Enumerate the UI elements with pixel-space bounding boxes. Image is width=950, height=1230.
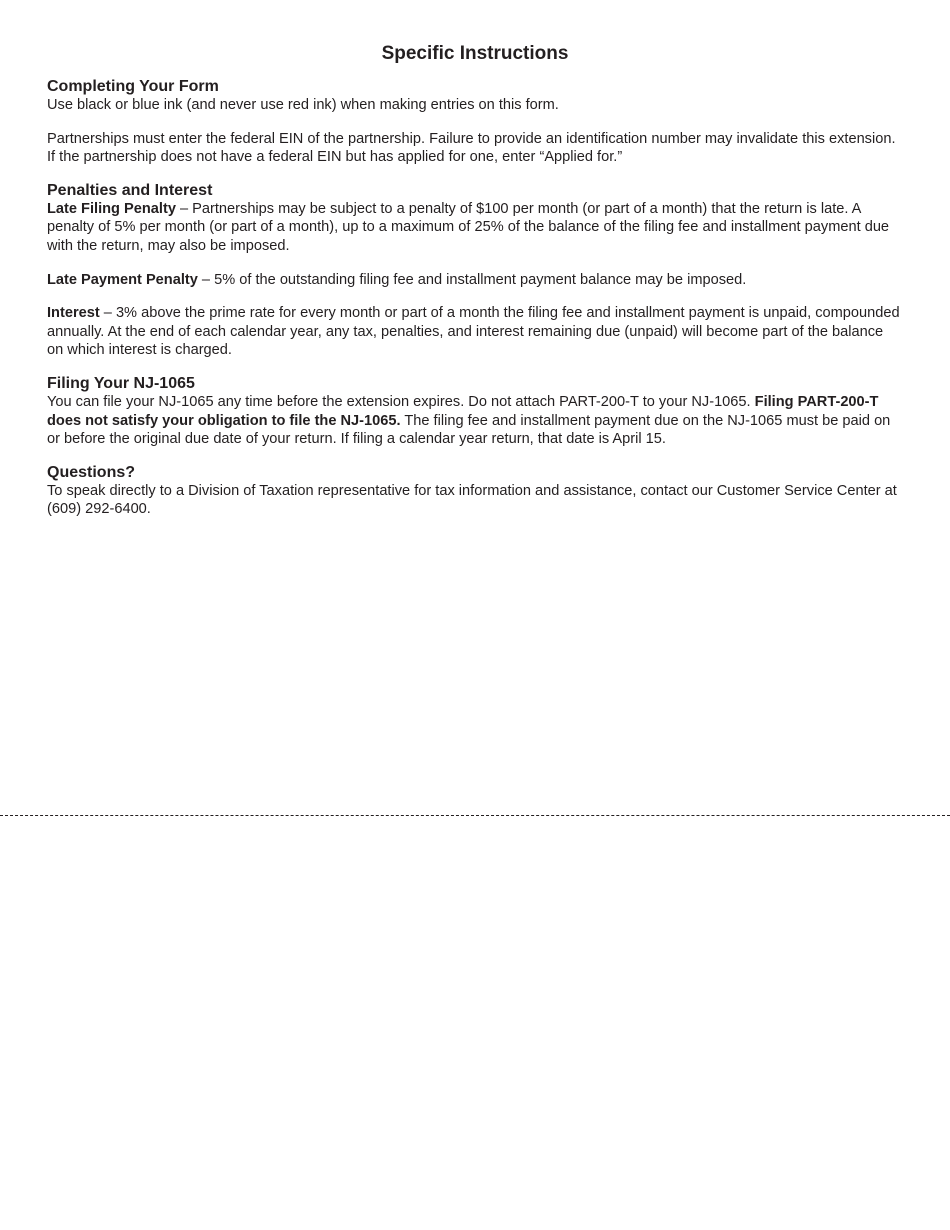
page-title: Specific Instructions [381, 43, 569, 64]
questions-heading: Questions? [47, 463, 136, 481]
filing-paragraph [47, 393, 903, 449]
interest-term: Interest [47, 305, 100, 322]
ink-instruction: Use black or blue ink (and never use red ink) when making entries on this form. [47, 97, 559, 113]
late-payment-text: – 5% of the outstanding filing fee and installment payment balance may be imposed. [197, 271, 747, 288]
filing-text-before: You can file your NJ-1065 any time before the extension expires. Do not attach PART-200-T to your NJ-1065. [47, 393, 755, 410]
filing-heading: Filing Your NJ-1065 [47, 374, 195, 392]
interest-paragraph [47, 304, 903, 360]
filing-text-after: The filing fee and installment payment due on the NJ-1065 must be paid on or before the original due date of your return. If filing a calendar year return, that date is April 15. [47, 412, 891, 448]
questions-paragraph: To speak directly to a Division of Taxation representative for tax information and assistance, contact our Customer Service Center at (609) 292-6400. [47, 482, 897, 518]
late-filing-term: Late Filing Penalty [47, 200, 176, 217]
filing-text-bold: Filing PART-200-T does not satisfy your obligation to file the NJ-1065. [47, 393, 879, 429]
penalties-heading: Penalties and Interest [47, 181, 213, 199]
late-payment-term: Late Payment Penalty [47, 271, 198, 288]
instructions-document [47, 42, 903, 534]
completing-heading: Completing Your Form [47, 78, 219, 95]
interest-text: – 3% above the prime rate for every month or part of a month the filing fee and installment payment is unpaid, compounded annually. At the end of each calendar year, any tax, penalties, and interest remaining due (unpaid) will become part of the balance on which interest is charged. [47, 305, 900, 359]
dashed-cut-line [0, 815, 950, 816]
late-payment-paragraph [47, 271, 903, 290]
late-filing-text: – Partnerships may be subject to a penalty of $100 per month (or part of a month) that the return is late. A penalty of 5% per month (or part of a month), up to a maximum of 25% of the balance of the filing fee and installment payment due with the return, may also be imposed. [47, 200, 890, 254]
ein-instruction: Partnerships must enter the federal EIN of the partnership. Failure to provide an identification number may invalidate this extension. If the partnership does not have a federal EIN but has applied for one, enter “Applied for.” [47, 130, 896, 166]
late-filing-paragraph [47, 200, 903, 256]
